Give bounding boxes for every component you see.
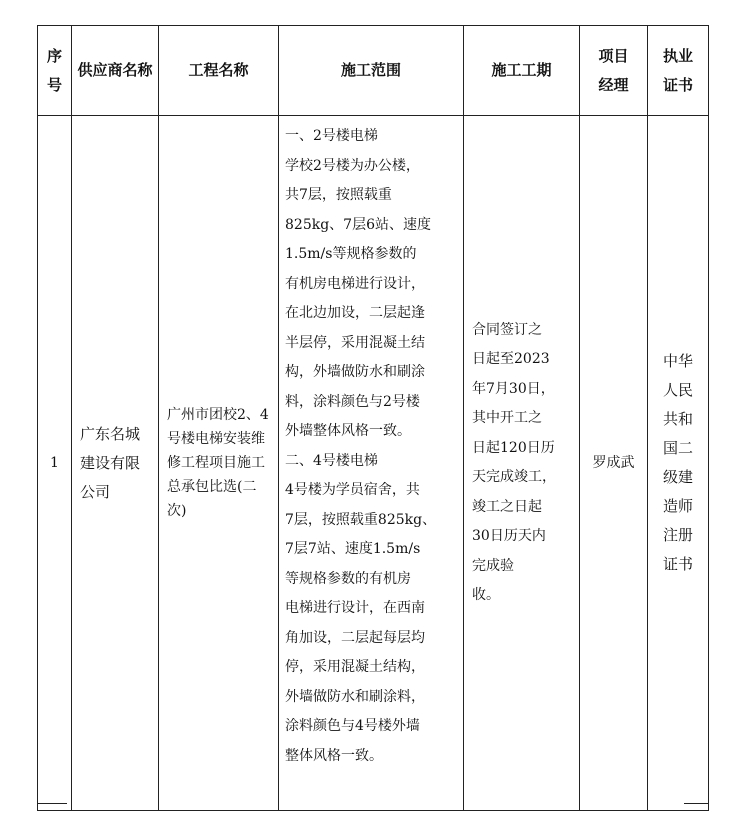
- bottom-right-divider: [684, 803, 708, 804]
- cell-certificate: 中华人民共和国二级建造师注册证书: [648, 116, 709, 811]
- cell-project: 广州市团校2、4号楼电梯安装维修工程项目施工总承包比选(二次): [159, 116, 279, 811]
- header-row: [38, 26, 709, 116]
- cell-index: 1: [38, 116, 72, 811]
- header-project: 工程名称: [159, 26, 279, 116]
- cell-period: 合同签订之 日起至2023 年7月30日， 其中开工之 日起120日历 天完成竣工， 竣工之日起 30日历天内 完成验 收。: [464, 116, 580, 811]
- header-scope: 施工范围: [279, 26, 464, 116]
- header-certificate: 执业证书: [648, 26, 709, 116]
- header-supplier: 供应商名称: [72, 26, 159, 116]
- cell-manager: 罗成武: [580, 116, 648, 811]
- header-period: 施工工期: [464, 26, 580, 116]
- cell-scope: 一、2号楼电梯 学校2号楼为办公楼， 共7层，按照载重 825kg、7层6站、速度 1.5m/s等规格参数的 有机房电梯进行设计， 在北边加设，二层起逢 半层停，采用混凝土结 构，外墙做防水和刷涂 料，涂料颜色与2号楼 外墙整体风格一致。 二、4号楼电梯 4号楼为学员宿舍，共 7层，按照载重825kg、 7层7站、速度1.5m/s 等规格参数的有机房 电梯进行设计，在西南 角加设，二层起每层均 停，采用混凝土结构， 外墙做防水和刷涂料， 涂料颜色与4号楼外墙 整体风格一致。: [279, 116, 464, 811]
- header-manager: 项目经理: [580, 26, 648, 116]
- cell-supplier: 广东名城建设有限公司: [72, 116, 159, 811]
- bottom-left-divider: [37, 803, 67, 804]
- table-row: [38, 116, 709, 811]
- bid-table: [37, 25, 709, 811]
- header-index: 序号: [38, 26, 72, 116]
